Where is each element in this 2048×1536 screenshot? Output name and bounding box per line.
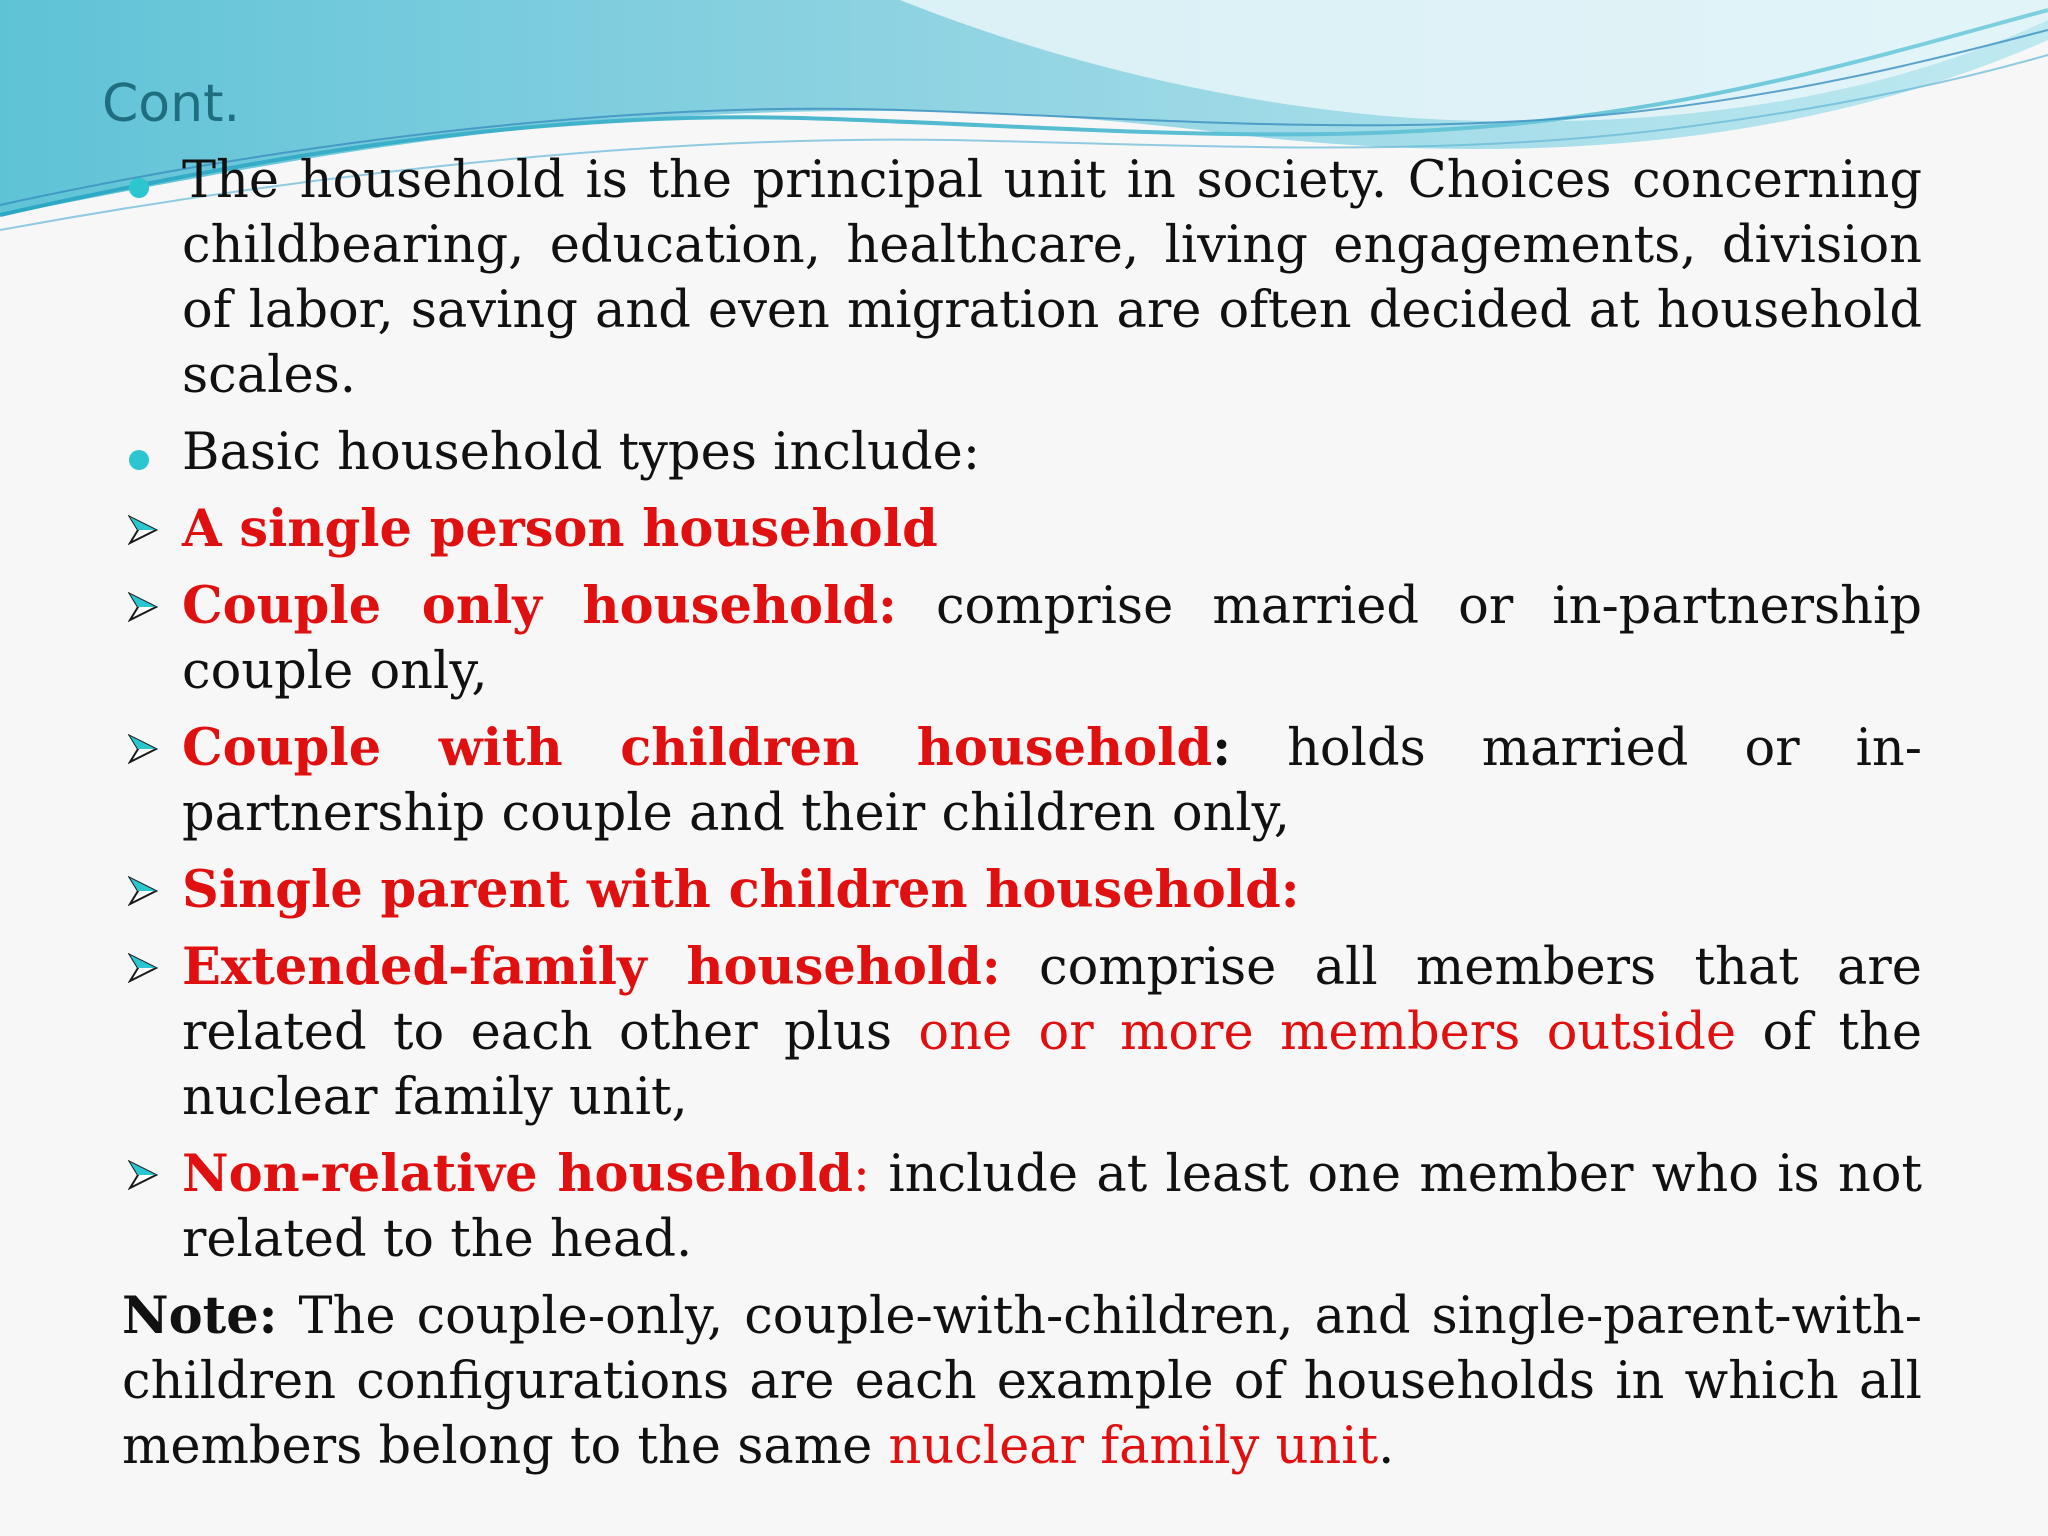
household-type-item (122, 858, 1922, 923)
household-type-item (122, 574, 1922, 704)
note-text: The couple-only, couple-with-children, and single-parent-with-children configurations are each example of households in which all members belong to the same (122, 1287, 1922, 1476)
bullet-text: Basic household types include: (182, 423, 981, 482)
type-term: Couple only household: (182, 576, 897, 636)
slide-body (122, 148, 1922, 1479)
arrowhead-bullet-icon (122, 716, 162, 781)
arrowhead-bullet-icon (122, 497, 162, 562)
type-term: Couple with children household (182, 718, 1213, 778)
household-type-item (122, 497, 1922, 562)
type-term: A single person household (182, 499, 938, 559)
type-description: comprise all members that are related to each other plus (182, 938, 1922, 1062)
arrowhead-bullet-icon (122, 858, 162, 923)
type-term: Single parent with children household: (182, 860, 1300, 920)
type-colon: : (1212, 718, 1232, 778)
type-term: Non-relative household (182, 1144, 853, 1204)
type-description: comprise married or in-partnership couple only, (182, 577, 1922, 701)
note-highlight: nuclear family unit (888, 1417, 1379, 1476)
type-highlight: one or more members outside (918, 1003, 1737, 1062)
type-description: include at least one member who is not related to the head. (182, 1145, 1922, 1269)
household-type-item (122, 1142, 1922, 1272)
bullet-dot-icon (122, 420, 162, 485)
note-paragraph (122, 1284, 1922, 1479)
bullet-item (122, 420, 1922, 485)
household-type-item (122, 716, 1922, 846)
type-description: holds married or in-partnership couple and their children only, (182, 719, 1922, 843)
bullet-dot-icon (122, 148, 162, 213)
bullet-text: The household is the principal unit in society. Choices concerning childbearing, education, healthcare, living engagements, division of labor, saving and even migration are often decided at household scales. (182, 151, 1922, 405)
type-term: Extended-family household: (182, 937, 1001, 997)
note-label: Note: (122, 1286, 278, 1346)
note-end: . (1378, 1417, 1395, 1476)
bullet-item (122, 148, 1922, 408)
type-description-end: of the nuclear family unit, (182, 1003, 1923, 1127)
type-colon: : (852, 1145, 871, 1204)
arrowhead-bullet-icon (122, 1142, 162, 1207)
slide-title: Cont. (102, 74, 240, 134)
household-type-item (122, 935, 1922, 1130)
arrowhead-bullet-icon (122, 574, 162, 639)
arrowhead-bullet-icon (122, 935, 162, 1000)
